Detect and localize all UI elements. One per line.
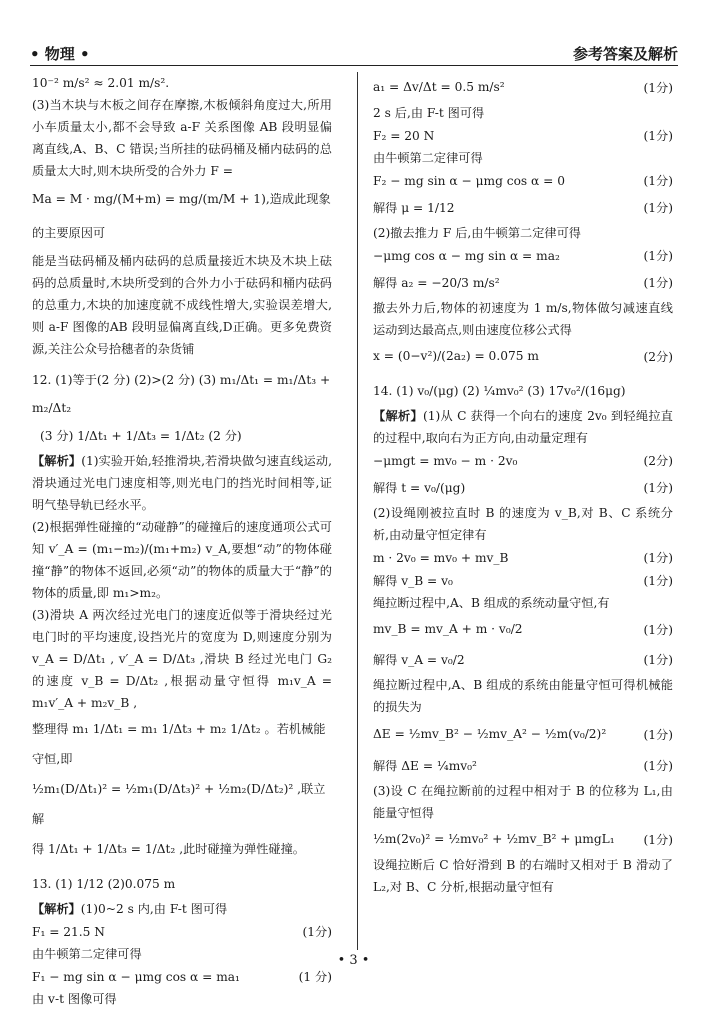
equation: −μmg cos α − mg sin α = ma₂ (373, 248, 560, 263)
score: (1分) (643, 200, 673, 215)
equation: a₁ = Δv/Δt = 0.5 m/s² (373, 80, 505, 94)
score: (1分) (643, 622, 673, 637)
equation: 解得 v_A = v₀/2 (373, 652, 465, 667)
page-header (30, 40, 678, 66)
score: (1分) (643, 249, 673, 263)
analysis-label: 【解析】 (32, 902, 81, 916)
paragraph: 设绳拉断后 C 恰好滑到 B 的右端时又相对于 B 滑动了 L₂,对 B、C 分析,根据动量守恒有 (373, 858, 673, 894)
paragraph: (3)当木块与木板之间存在摩擦,木板倾斜角度过大,所用小车质量太小,都不会导致 a-F 关系图像 AB 段明显偏离直线,A、B、C 错误;当所挂的砝码桶及桶内砝码的总质量太大时,则木块所受的合外力 F = (32, 98, 332, 178)
paragraph: 能是当砝码桶及桶内砝码的总质量接近木块及木块上砝码的总质量时,木块所受到的合外力小于砝码和桶内砝码的总重力,木块的加速度就不成线性增大,实验误差增大,则 a-F 图像的AB 段明显偏离直线,D正确。更多免费资源,关注公众号拾穗者的杂货铺 (32, 254, 332, 356)
score: (1分) (643, 758, 673, 773)
equation: 解得 v_B = v₀ (373, 574, 453, 588)
equation: mv_B = mv_A + m · v₀/2 (373, 622, 523, 636)
score: (2分) (643, 454, 673, 468)
line: 由牛顿第二定律可得 (373, 151, 483, 165)
equation-row (32, 920, 332, 943)
left-column (32, 72, 332, 1010)
equation-row (373, 718, 673, 750)
score: (1分) (302, 925, 332, 939)
equation-row (373, 824, 673, 854)
line: 2 s 后,由 F-t 图可得 (373, 106, 485, 120)
equation-row (373, 192, 673, 222)
equation: ½m(2v₀)² = ½mv₀² + ½mv_B² + μmgL₁ (373, 832, 615, 846)
analysis-text: (1)实验开始,轻推滑块,若滑块做匀速直线运动,滑块通过光电门速度相等,则光电门的挡光时间相等,证明气垫导轨已经水平。 (32, 454, 333, 512)
analysis-label: 【解析】 (32, 454, 82, 468)
paragraph: 绳拉断过程中,A、B 组成的系统由能量守恒可得机械能的损失为 (373, 678, 673, 714)
subject-label: • 物理 • (30, 45, 90, 63)
paragraph: (2)设绳刚被拉直时 B 的速度为 v_B,对 B、C 系统分析,由动量守恒定律有 (373, 506, 673, 542)
line: 由牛顿第二定律可得 (32, 947, 142, 961)
line: 10⁻² m/s² ≈ 2.01 m/s². (32, 76, 170, 90)
formula-line: 整理得 m₁ 1/Δt₁ = m₁ 1/Δt₃ + m₂ 1/Δt₂ 。若机械能守恒,即 (32, 722, 326, 766)
header-title: 参考答案及解析 (572, 45, 678, 63)
answer-14: 14. (1) v₀/(μg) (2) ¼mv₀² (3) 17v₀²/(16μg) (373, 384, 626, 398)
score: (1分) (643, 652, 673, 667)
equation-row (373, 72, 673, 102)
equation-row (373, 267, 673, 297)
analysis-label: 【解析】 (373, 409, 423, 423)
paragraph: (3)设 C 在绳拉断前的过程中相对于 B 的位移为 L₁,由能量守恒得 (373, 784, 673, 820)
score: (1分) (643, 480, 673, 495)
line: 由 v-t 图像可得 (32, 992, 117, 1006)
equation-row (373, 472, 673, 502)
equation-row (373, 341, 673, 371)
equation: x = (0−v²)/(2a₂) = 0.075 m (373, 349, 539, 363)
equation: −μmgt = mv₀ − m · 2v₀ (373, 453, 518, 468)
equation-row (373, 614, 673, 644)
equation: F₂ = 20 N (373, 128, 435, 143)
header-rule (30, 65, 678, 66)
equation: m · 2v₀ = mv₀ + mv_B (373, 550, 509, 565)
analysis-text: (1)0~2 s 内,由 F-t 图可得 (80, 902, 228, 916)
equation-row (373, 124, 673, 147)
right-column (373, 72, 673, 898)
paragraph: 撤去外力后,物体的初速度为 1 m/s,物体做匀减速直线运动到达最高点,则由速度位移公式得 (373, 301, 673, 337)
score: (2分) (643, 349, 673, 364)
score: (1分) (643, 551, 673, 565)
equation: 解得 μ = 1/12 (373, 200, 455, 215)
analysis-paragraph (373, 405, 673, 449)
score: (1分) (643, 174, 673, 188)
equation-row (373, 644, 673, 674)
equation-row (373, 244, 673, 267)
equation-row (373, 750, 673, 780)
equation-row (373, 569, 673, 592)
page-number: • 3 • (337, 953, 370, 968)
equation: F₁ = 21.5 N (32, 924, 105, 939)
equation-row (373, 169, 673, 192)
equation-row (32, 965, 332, 988)
analysis-text: (1)从 C 获得一个向右的速度 2v₀ 到轻绳拉直的过程中,取向右为正方向,由动量定理有 (373, 409, 673, 445)
paragraph: (2)根据弹性碰撞的“动碰静”的碰撞后的速度通项公式可知 v′_A = (m₁−m₂)/(m₁+m₂) v_A,要想“动”的物体碰撞“静”的物体不返回,必须“动”的物体的质量大于“静”的物体的质量,即 m₁>m₂。 (32, 520, 332, 600)
equation: 解得 t = v₀/(μg) (373, 480, 466, 495)
formula-line: 得 1/Δt₁ + 1/Δt₃ = 1/Δt₂ ,此时碰撞为弹性碰撞。 (32, 842, 305, 856)
analysis-paragraph (32, 450, 332, 516)
formula-line: ½m₁(D/Δt₁)² = ½m₁(D/Δt₃)² + ½m₂(D/Δt₂)² ,联立解 (32, 782, 326, 826)
score: (1分) (643, 574, 673, 588)
line: 绳拉断过程中,A、B 组成的系统动量守恒,有 (373, 596, 610, 610)
answer-12: 12. (1)等于(2 分) (2)>(2 分) (3) m₁/Δt₁ = m₁/Δt₃ + m₂/Δt₂ (32, 373, 331, 415)
line: (2)撤去推力 F 后,由牛顿第二定律可得 (373, 226, 581, 240)
equation: F₁ − mg sin α − μmg cos α = ma₁ (32, 969, 240, 984)
score: (1分) (643, 129, 673, 143)
score: (1分) (643, 727, 673, 742)
paragraph: (3)滑块 A 两次经过光电门的速度近似等于滑块经过光电门时的平均速度,设挡光片的宽度为 D,则速度分别为 v_A = D/Δt₁ , v′_A = D/Δt₃ ,滑块 B 经过光电门 G₂ 的速度 v_B = D/Δt₂ ,根据动量守恒得 m₁v_A = m₁v′_A + m₂v_B , (32, 608, 332, 710)
equation: 解得 a₂ = −20/3 m/s² (373, 275, 500, 290)
score: (1 分) (298, 970, 332, 984)
answer-12-cont: (3 分) 1/Δt₁ + 1/Δt₃ = 1/Δt₂ (2 分) (40, 429, 242, 443)
answer-13: 13. (1) 1/12 (2)0.075 m (32, 877, 176, 891)
formula-line: Ma = M · mg/(M+m) = mg/(m/M + 1),造成此现象的主要原因可 (32, 192, 331, 240)
column-divider (357, 72, 358, 950)
score: (1分) (643, 275, 673, 290)
equation: F₂ − mg sin α − μmg cos α = 0 (373, 173, 565, 188)
analysis-paragraph (32, 898, 332, 920)
equation-row (373, 449, 673, 472)
equation-row (373, 546, 673, 569)
equation: 解得 ΔE = ¼mv₀² (373, 758, 477, 773)
score: (1分) (643, 80, 673, 95)
score: (1分) (643, 832, 673, 847)
equation: ΔE = ½mv_B² − ½mv_A² − ½m(v₀/2)² (373, 727, 607, 741)
